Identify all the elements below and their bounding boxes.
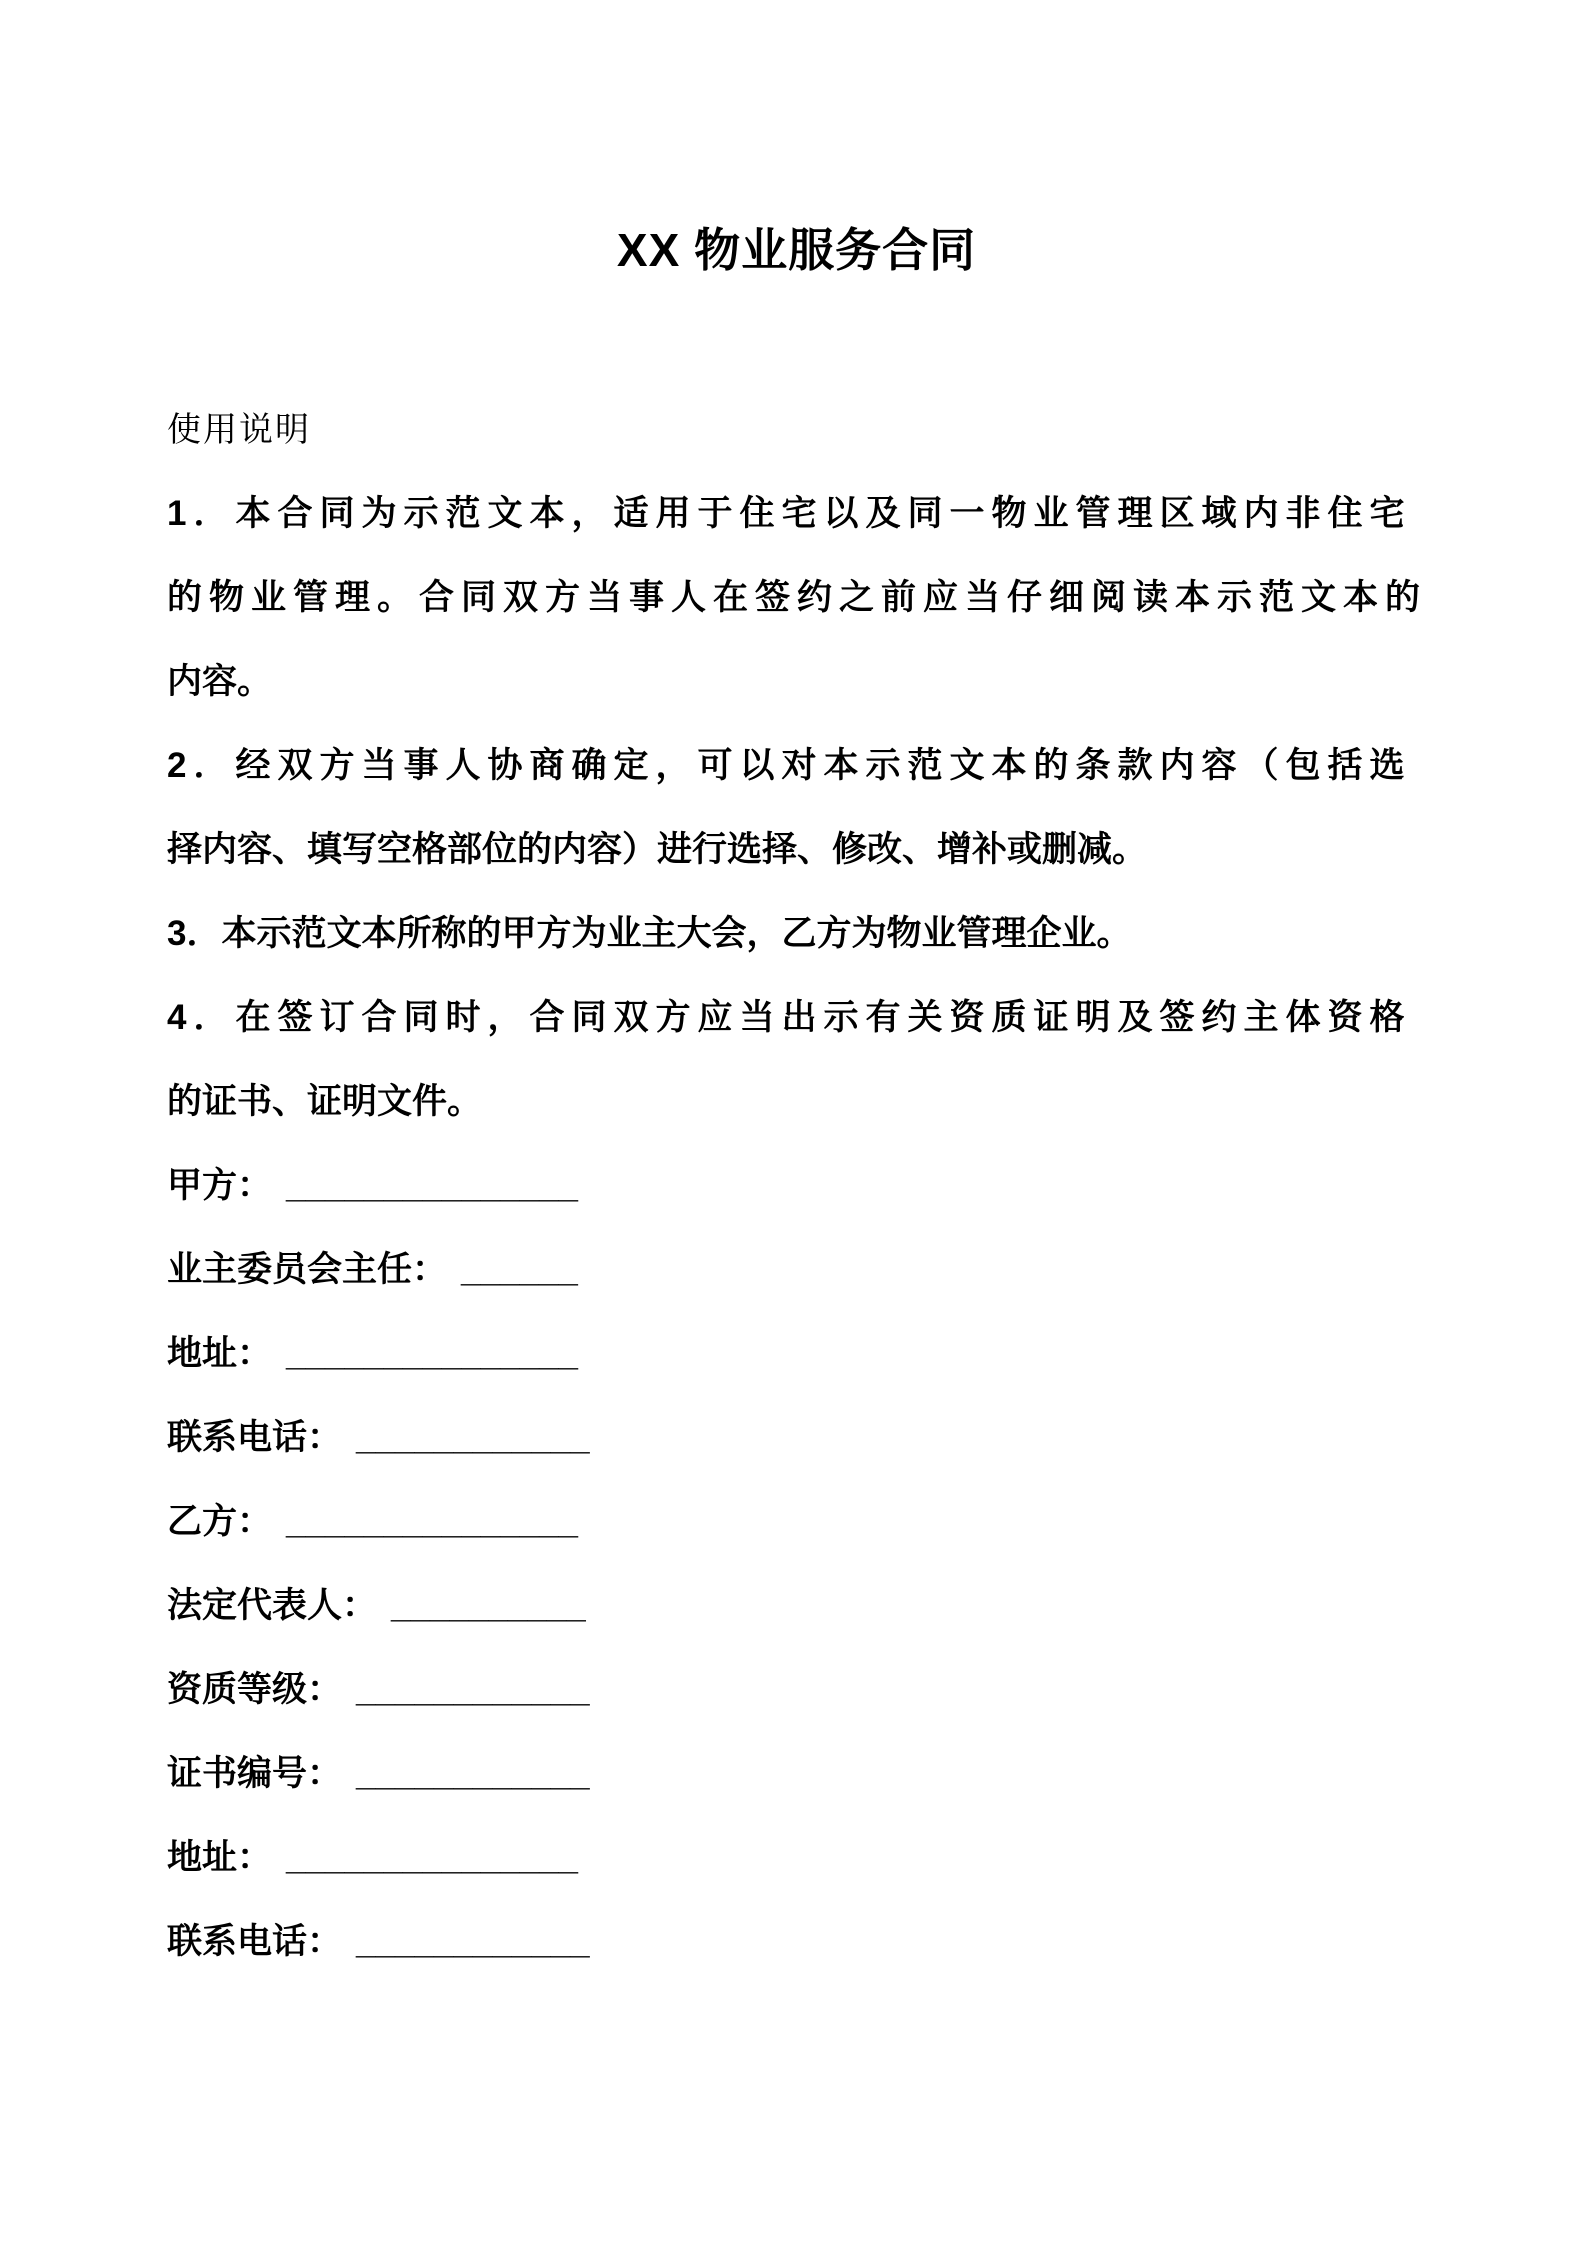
field-blank-legal-representative[interactable]: __________ [391,1586,586,1625]
field-label-phone-b: 联系电话： [167,1922,343,1961]
document-body [167,388,1431,1984]
field-row-certificate-number [167,1732,1431,1816]
field-label-qualification-grade: 资质等级： [167,1670,343,1709]
field-label-party-b: 乙方： [167,1502,273,1541]
field-blank-address-b[interactable]: _______________ [286,1838,578,1877]
instruction-line-3: 3．本示范文本所称的甲方为业主大会，乙方为物业管理企业。 [167,914,1132,953]
field-blank-owners-committee-chairman[interactable]: ______ [461,1250,578,1289]
field-row-owners-committee-chairman [167,1228,1431,1312]
field-label-phone-a: 联系电话： [167,1418,343,1457]
instruction-line-1-3: 内容。 [167,662,273,701]
field-row-party-a [167,1144,1431,1228]
instruction-line-2-1: 2．经双方当事人协商确定，可以对本示范文本的条款内容（包括选 [167,746,1412,785]
instruction-line-4-1: 4．在签订合同时，合同双方应当出示有关资质证明及签约主体资格 [167,998,1412,1037]
field-blank-phone-b[interactable]: ____________ [356,1922,590,1961]
field-row-legal-representative [167,1564,1431,1648]
field-blank-qualification-grade[interactable]: ____________ [356,1670,590,1709]
field-blank-party-a[interactable]: _______________ [286,1166,578,1205]
field-blank-certificate-number[interactable]: ____________ [356,1754,590,1793]
field-row-address-a [167,1312,1431,1396]
field-label-legal-representative: 法定代表人： [167,1586,378,1625]
instruction-line-2-2: 择内容、填写空格部位的内容）进行选择、修改、增补或删减。 [167,830,1148,869]
field-row-phone-a [167,1396,1431,1480]
section-heading-usage-notes: 使用说明 [167,411,311,449]
field-label-address-b: 地址： [167,1838,273,1877]
field-blank-phone-a[interactable]: ____________ [356,1418,590,1457]
field-row-phone-b [167,1900,1431,1984]
field-row-address-b [167,1816,1431,1900]
field-blank-address-a[interactable]: _______________ [286,1334,578,1373]
field-blank-party-b[interactable]: _______________ [286,1502,578,1541]
field-row-party-b [167,1480,1431,1564]
field-row-qualification-grade [167,1648,1431,1732]
field-label-address-a: 地址： [167,1334,273,1373]
instruction-line-1-2: 的物业管理。合同双方当事人在签约之前应当仔细阅读本示范文本的 [167,578,1428,617]
document-title: XX 物业服务合同 [616,224,977,276]
instruction-line-4-2: 的证书、证明文件。 [167,1082,483,1121]
field-label-party-a: 甲方： [167,1166,273,1205]
field-label-certificate-number: 证书编号： [167,1754,343,1793]
instruction-line-1-1: 1．本合同为示范文本，适用于住宅以及同一物业管理区域内非住宅 [167,494,1412,533]
field-label-owners-committee-chairman: 业主委员会主任： [167,1250,448,1289]
